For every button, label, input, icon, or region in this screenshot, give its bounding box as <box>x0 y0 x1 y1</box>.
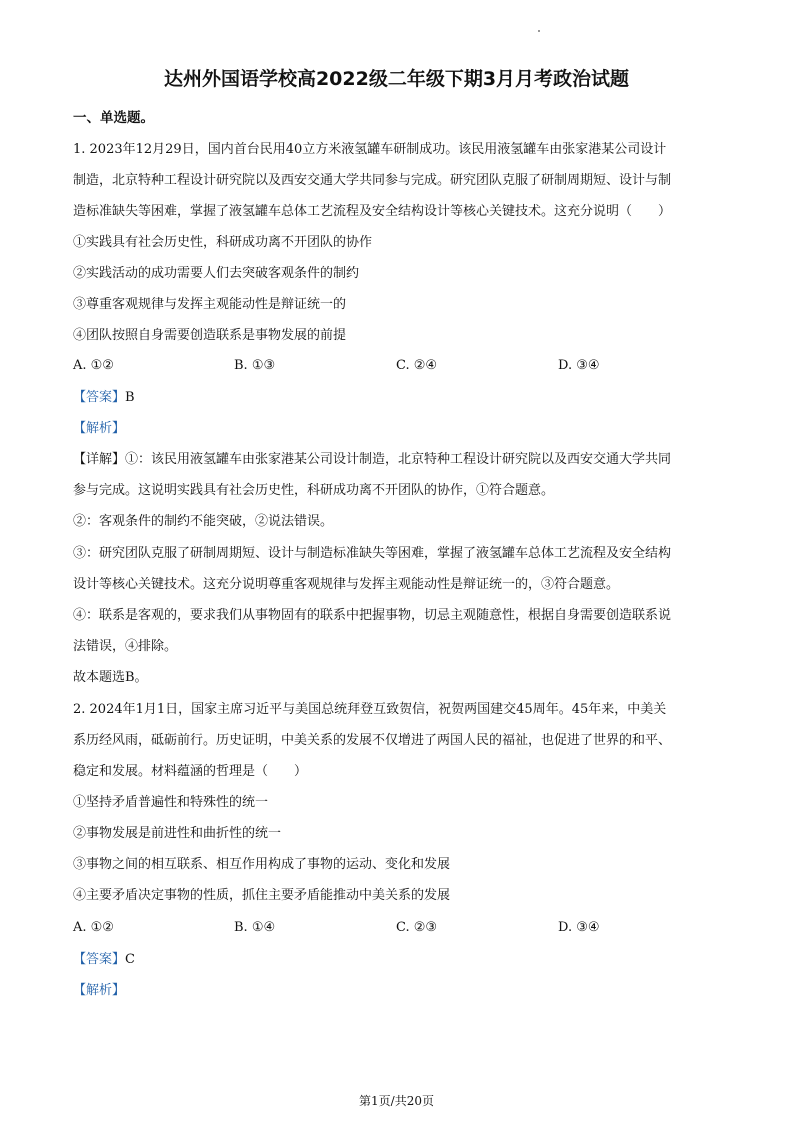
q1-answer <box>73 390 135 406</box>
q2-analysis-tag: 【解析】 <box>73 983 126 998</box>
answer-value: C <box>125 952 135 967</box>
q1-option-d: D. ③④ <box>558 358 600 373</box>
answer-value: B <box>125 390 135 405</box>
q1-option-b: B. ①③ <box>234 358 276 373</box>
q1-stem-line: 1. 2023年12月29日，国内首台民用40立方米液氢罐车研制成功。该民用液氢罐车由张家港某公司设计 <box>73 142 667 157</box>
q2-option-d: D. ③④ <box>558 920 600 935</box>
q2-answer <box>73 952 135 968</box>
q2-statement: ②事物发展是前进性和曲折性的统一 <box>73 826 282 841</box>
q2-option-c: C. ②③ <box>396 920 438 935</box>
q1-option-c: C. ②④ <box>396 358 438 373</box>
section-heading: 一、单选题。 <box>73 110 154 126</box>
q1-conclusion: 故本题选B。 <box>73 670 148 685</box>
answer-tag: 【答案】 <box>73 390 126 405</box>
q2-statement: ③事物之间的相互联系、相互作用构成了事物的运动、变化和发展 <box>73 857 451 872</box>
exam-title: 达州外国语学校高2022级二年级下期3月月考政治试题 <box>163 68 630 90</box>
speck <box>538 30 540 32</box>
q1-explanation-line: 设计等核心关键技术。这充分说明尊重客观规律与发挥主观能动性是辩证统一的，③符合题意。 <box>73 577 620 592</box>
q2-stem-line: 2. 2024年1月1日，国家主席习近平与美国总统拜登互致贺信，祝贺两国建交45周年。45年来，中美关 <box>73 702 667 717</box>
q2-stem-line: 系历经风雨，砥砺前行。历史证明，中美关系的发展不仅增进了两国人民的福祉，也促进了世界的和平、 <box>73 733 672 748</box>
q1-statement: ④团队按照自身需要创造联系是事物发展的前提 <box>73 328 347 343</box>
q2-statement: ④主要矛盾决定事物的性质，抓住主要矛盾能推动中美关系的发展 <box>73 888 451 903</box>
q1-statement: ③尊重客观规律与发挥主观能动性是辩证统一的 <box>73 297 347 312</box>
q1-statement: ②实践活动的成功需要人们去突破客观条件的制约 <box>73 266 360 281</box>
q1-explanation-line: ④：联系是客观的，要求我们从事物固有的联系中把握事物，切忌主观随意性，根据自身需要创造联系说 <box>73 608 672 623</box>
detail-tag: 【详解】 <box>73 452 126 467</box>
q1-explanation-line: ②：客观条件的制约不能突破，②说法错误。 <box>73 514 334 529</box>
q1-explanation-line: 参与完成。这说明实践具有社会历史性，科研成功离不开团队的协作，①符合题意。 <box>73 483 555 498</box>
q1-explanation-line: ③：研究团队克服了研制周期短、设计与制造标准缺失等困难，掌握了液氢罐车总体工艺流程及安全结构 <box>73 546 672 561</box>
q1-explanation-line <box>73 452 671 468</box>
q1-explanation-line: 法错误，④排除。 <box>73 639 178 654</box>
q1-stem-line: 制造，北京特种工程设计研究院以及西安交通大学共同参与完成。研究团队克服了研制周期短、设计与制 <box>73 173 672 188</box>
q1-statement: ①实践具有社会历史性，科研成功离不开团队的协作 <box>73 235 373 250</box>
q2-option-a: A. ①② <box>73 920 114 935</box>
explanation-text: ①：该民用液氢罐车由张家港某公司设计制造，北京特种工程设计研究院以及西安交通大学共同 <box>125 452 672 467</box>
q2-stem-line: 稳定和发展。材料蕴涵的哲理是（ ） <box>73 764 308 779</box>
page-footer: 第1页/共20页 <box>359 1094 434 1108</box>
answer-tag: 【答案】 <box>73 952 126 967</box>
q1-analysis-tag: 【解析】 <box>73 421 126 436</box>
q1-stem-line: 造标准缺失等困难，掌握了液氢罐车总体工艺流程及安全结构设计等核心关键技术。这充分说明（ ） <box>73 204 672 219</box>
q2-option-b: B. ①④ <box>234 920 276 935</box>
q2-statement: ①坚持矛盾普遍性和特殊性的统一 <box>73 795 269 810</box>
q1-option-a: A. ①② <box>73 358 114 373</box>
